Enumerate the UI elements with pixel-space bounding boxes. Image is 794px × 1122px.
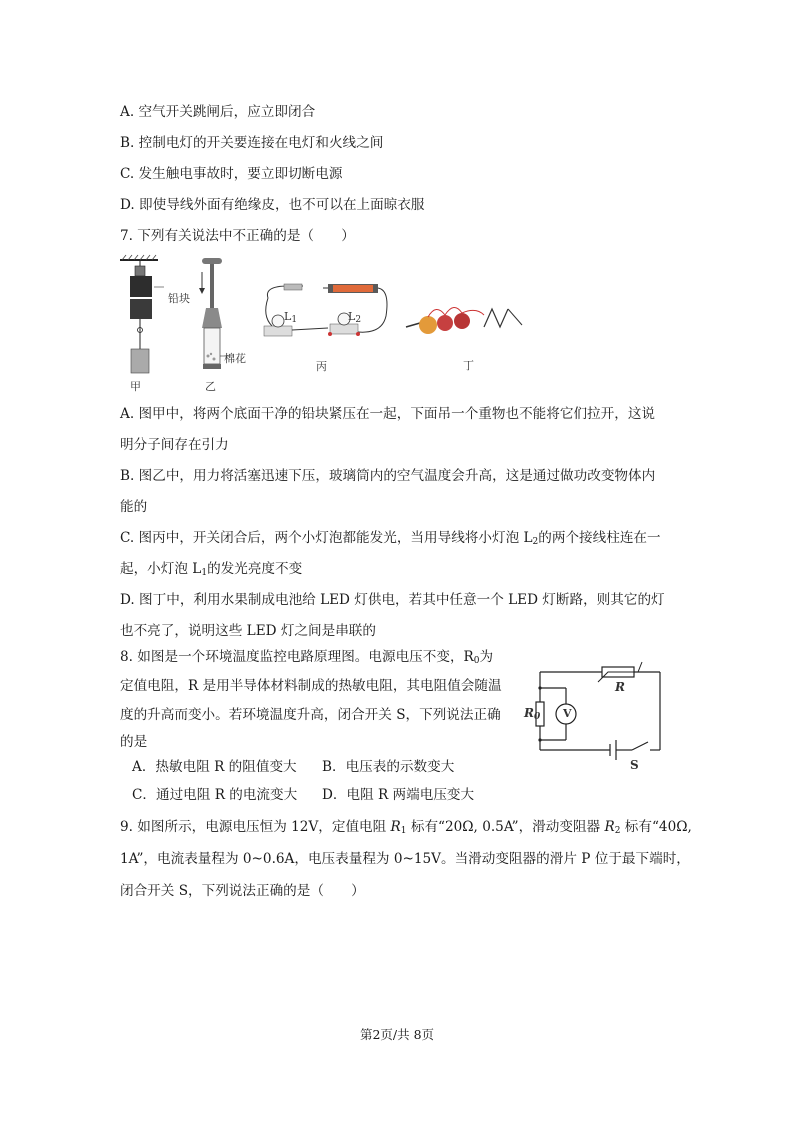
- q8-line1: 8. 如图是一个环境温度监控电路原理图。电源电压不变，$R_0$为: [120, 649, 494, 666]
- q7-option-c-line1: C. 图丙中，开关闭合后，两个小灯泡都能发光，当用导线将小灯泡 $L_2$的两个接线柱连在一: [120, 530, 661, 547]
- page-footer: 第2页/共 8页: [359, 1027, 435, 1042]
- q7-option-b-line2: 能的: [120, 499, 148, 515]
- q9-line2: 1A”，电流表量程为 0~0.6A，电压表量程为 0~15V。当滑动变阻器的滑片 P 位于最下端时，: [120, 851, 690, 867]
- q9-line3: 闭合开关 S，下列说法正确的是（ ）: [120, 883, 365, 899]
- label-q8-r0: $R_0$: [524, 706, 541, 722]
- q7-option-d-line1: D. 图丁中，利用水果制成电池给 LED 灯供电，若其中任意一个 LED 灯断路，则其它的灯: [120, 592, 665, 608]
- q8-option-d: D．电阻 R 两端电压变大: [322, 787, 475, 803]
- q7-stem: 7. 下列有关说法中不正确的是（ ）: [120, 228, 355, 244]
- label-bing: 丙: [316, 360, 327, 373]
- q8-line4: 的是: [120, 734, 148, 750]
- q8-line2: 定值电阻，R 是用半导体材料制成的热敏电阻，其电阻值会随温: [120, 678, 502, 694]
- q7-option-a-line1: A. 图甲中，将两个底面干净的铅块紧压在一起，下面吊一个重物也不能将它们拉开，这说: [120, 406, 656, 422]
- q6-option-c: C. 发生触电事故时，要立即切断电源: [120, 166, 343, 182]
- q6-option-d: D. 即使导线外面有绝缘皮，也不可以在上面晾衣服: [120, 197, 425, 213]
- label-q8-s: S: [630, 758, 639, 772]
- figure-jia-lead-blocks: [118, 254, 198, 394]
- q7-option-b-line1: B. 图乙中，用力将活塞迅速下压，玻璃筒内的空气温度会升高，这是通过做功改变物体内: [120, 468, 656, 484]
- label-q8-v: V: [563, 707, 572, 720]
- label-cotton: 棉花: [224, 352, 246, 365]
- q8-option-c: C．通过电阻 R 的电流变大: [132, 787, 298, 803]
- figure-ding-fruit-battery: [400, 285, 530, 345]
- q7-option-a-line2: 明分子间存在引力: [120, 437, 229, 453]
- q6-option-b: B. 控制电灯的开关要连接在电灯和火线之间: [120, 135, 384, 151]
- label-q8-r: R: [615, 680, 625, 694]
- label-ding: 丁: [463, 359, 474, 372]
- label-lead-block: 铅块: [168, 292, 190, 305]
- label-jia: 甲: [130, 380, 141, 393]
- figure-q8-circuit: [520, 660, 670, 775]
- q8-option-a: A．热敏电阻 R 的阻值变大: [132, 759, 297, 775]
- figure-bing-circuit: [258, 276, 388, 356]
- q8-line3: 度的升高而变小。若环境温度升高，闭合开关 S，下列说法正确: [120, 707, 501, 723]
- q7-option-d-line2: 也不亮了，说明这些 LED 灯之间是串联的: [120, 623, 376, 639]
- q6-option-a: A. 空气开关跳闸后，应立即闭合: [120, 104, 316, 120]
- q8-option-b: B．电压表的示数变大: [322, 759, 455, 775]
- q9-line1: 9. 如图所示，电源电压恒为 12V，定值电阻 $R_1$ 标有“20Ω, 0.5A”，滑动变阻器 $R_2$ 标有“40Ω,: [120, 819, 692, 836]
- q7-option-c-line2: 起，小灯泡 $L_1$的发光亮度不变: [120, 561, 303, 578]
- label-yi: 乙: [205, 380, 216, 393]
- label-l1: $L_1$: [284, 310, 298, 325]
- label-l2: $L_2$: [348, 310, 362, 325]
